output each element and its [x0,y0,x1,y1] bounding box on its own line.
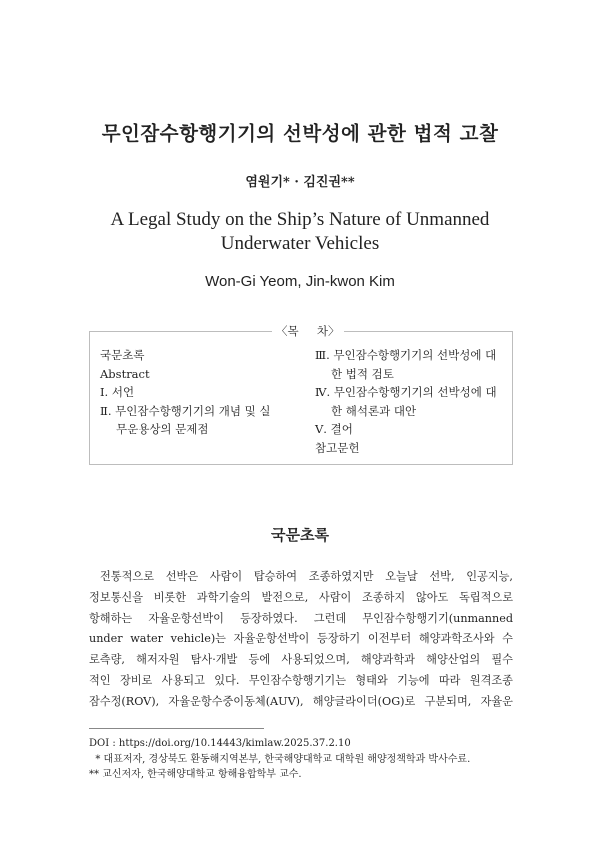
abstract-heading: 국문초록 [271,526,329,544]
authors-english: Won-Gi Yeom, Jin-kwon Kim [205,273,395,290]
toc-item: Abstract [100,366,150,381]
toc-item: Ⅴ. 결어 [315,422,353,437]
abstract-line: 정보통신을 비롯한 과학기술의 발전으로, 사람이 조종하지 않아도 독립적으로 [89,590,513,604]
title-en-line-2: Underwater Vehicles [220,233,380,254]
corresponding-author-footnote: ** 교신저자, 한국해양대학교 항해융합학부 교수. [89,769,302,780]
abstract-body [89,567,513,713]
abstract-line: 항해하는 자율운항선박이 등장하였다. 그런데 무인잠수항행기기(unmanned [89,611,513,625]
abstract-line: 전통적으로 선박은 사람이 탑승하여 조종하였지만 오늘날 선박, 인공지능, [100,570,513,583]
paper-title-english [0,208,600,256]
toc-right-column [315,346,507,458]
table-of-contents-box [89,324,513,465]
doi-footnote: DOI : https://doi.org/10.14443/kimlaw.2025.37.2.10 [89,738,351,749]
toc-item: 참고문헌 [315,440,360,455]
footnote-divider [89,728,264,729]
author-footnote: * 대표저자, 경상북도 환동해지역본부, 한국해양대학교 대학원 해양정책학과 박사수료. [89,753,471,765]
abstract-line: 적인 장비로 사용되고 있다. 무인잠수항행기기는 형태와 기능에 따라 원격조종 [89,673,513,687]
abstract-line: 잠수정(ROV), 자율운항수중이동체(AUV), 해양글라이더(OG)로 구분되며, 자율운 [89,694,513,708]
toc-left-column [100,346,305,439]
abstract-line: under water vehicle)는 자율운항선박이 등장하기 이전부터 해양과학조사와 수 [89,632,513,646]
abstract-line: 로측량, 해저자원 탐사·개발 등에 사용되었으며, 해양과학과 해양산업의 필수 [89,653,513,667]
toc-item: 국문초록 [100,348,145,362]
toc-item: Ⅱ. 무인잠수항행기기의 개념 및 실 [100,403,271,418]
authors-korean: 염원기* · 김진권** [245,175,355,190]
toc-item: Ⅰ. 서언 [100,385,135,400]
toc-item-continuation: 무운용상의 문제점 [116,422,209,437]
toc-item: Ⅳ. 무인잠수항행기기의 선박성에 대 [315,385,497,400]
footnotes [89,736,519,783]
toc-item-continuation: 한 해석론과 대안 [331,403,417,418]
paper-title-korean: 무인잠수항행기기의 선박성에 관한 법적 고찰 [101,122,499,145]
title-en-line-1: A Legal Study on the Ship’s Nature of Unmanned [110,209,490,230]
toc-item: Ⅲ. 무인잠수항행기기의 선박성에 대 [315,348,497,362]
toc-item-continuation: 한 법적 검토 [331,366,394,381]
toc-heading: 〈목 차〉 [272,323,344,339]
